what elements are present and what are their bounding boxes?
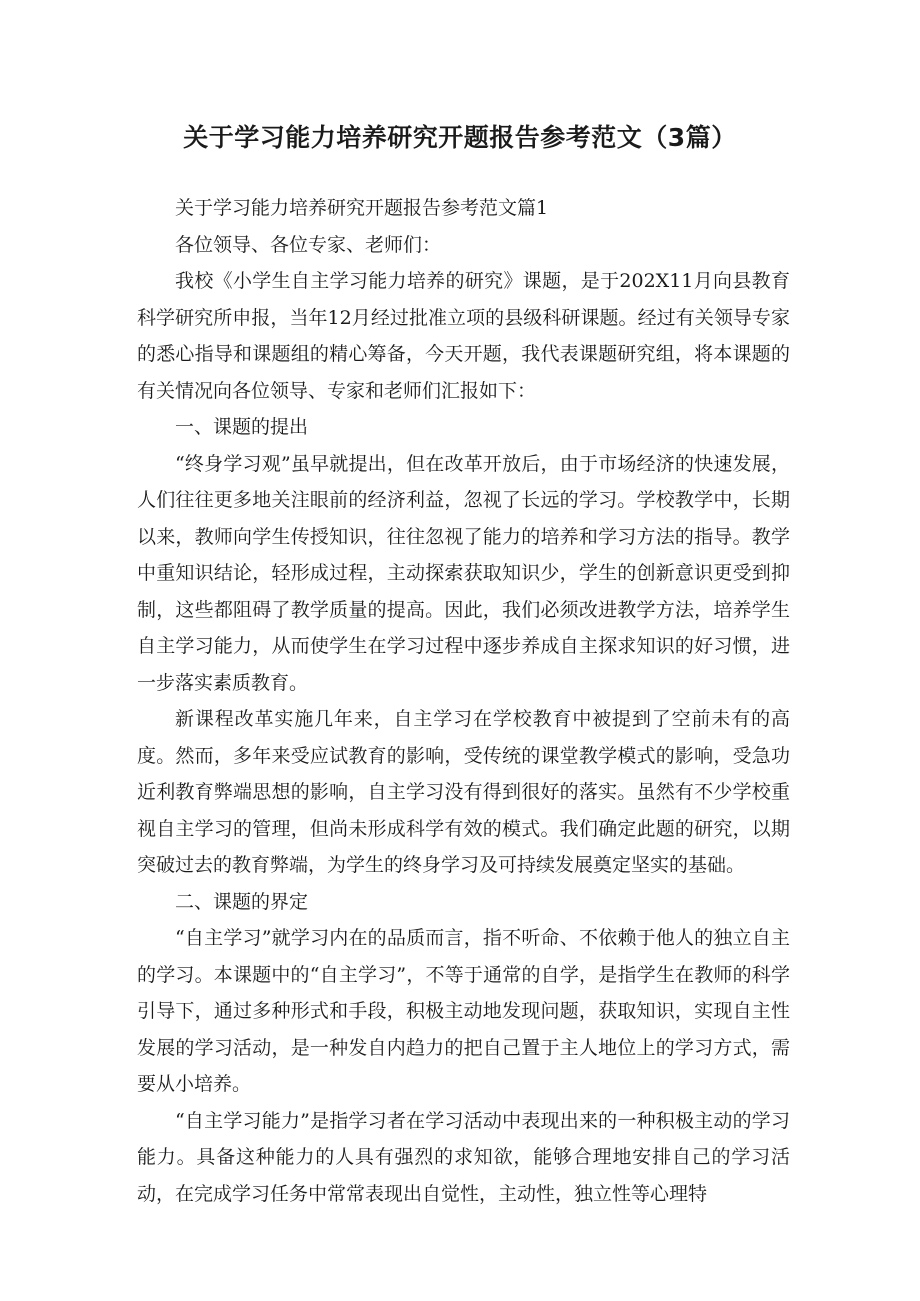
paragraph: 新课程改革实施几年来，自主学习在学校教育中被提到了空前未有的高度。然而，多年来受应试教育的影响，受传统的课堂教学模式的影响，受急功近利教育弊端思想的影响，自主学习没有得到很好的落实。虽然有不少学校重视自主学习的管理，但尚未形成科学有效的模式。我们确定此题的研究，以期突破过去的教育弊端，为学生的终身学习及可持续发展奠定坚实的基础。	[137, 708, 790, 876]
salutation: 各位领导、各位专家、老师们：	[175, 233, 442, 256]
paragraph: “自主学习能力”是指学习者在学习活动中表现出来的一种积极主动的学习能力。具备这种能力的人具有强烈的求知欲，能够合理地安排自己的学习活动，在完成学习任务中常常表现出自觉性，主动性，独立性等心理特	[137, 1109, 790, 1205]
paragraph: “自主学习”就学习内在的品质而言，指不听命、不依赖于他人的独立自主的学习。本课题中的“自主学习”，不等于通常的自学，是指学生在教师的科学引导下，通过多种形式和手段，积极主动地发现问题，获取知识，实现自主性发展的学习活动，是一种发自内趋力的把自己置于主人地位上的学习方式，需要从小培养。	[137, 927, 790, 1095]
paragraph: “终身学习观”虽早就提出，但在改革开放后，由于市场经济的快速发展，人们往往更多地关注眼前的经济利益，忽视了长远的学习。学校教学中，长期以来，教师向学生传授知识，往往忽视了能力的培养和学习方法的指导。教学中重知识结论，轻形成过程，主动探索获取知识少，学生的创新意识更受到抑制，这些都阻碍了教学质量的提高。因此，我们必须改进教学方法，培养学生自主学习能力，从而使学生在学习过程中逐步养成自主探求知识的好习惯，进一步落实素质教育。	[137, 452, 790, 694]
section-heading: 二、课题的界定	[175, 890, 309, 913]
document-title: 关于学习能力培养研究开题报告参考范文（3篇）	[183, 123, 737, 152]
section-heading: 一、课题的提出	[175, 416, 309, 438]
document-body	[137, 190, 790, 1212]
paragraph: 我校《小学生自主学习能力培养的研究》课题，是于202X11月向县教育科学研究所申报，当年12月经过批准立项的县级科研课题。经过有关领导专家的悉心指导和课题组的精心筹备，今天开题，我代表课题研究组，将本课题的有关情况向各位领导、专家和老师们汇报如下：	[137, 270, 790, 402]
section-heading: 关于学习能力培养研究开题报告参考范文篇1	[175, 197, 549, 219]
